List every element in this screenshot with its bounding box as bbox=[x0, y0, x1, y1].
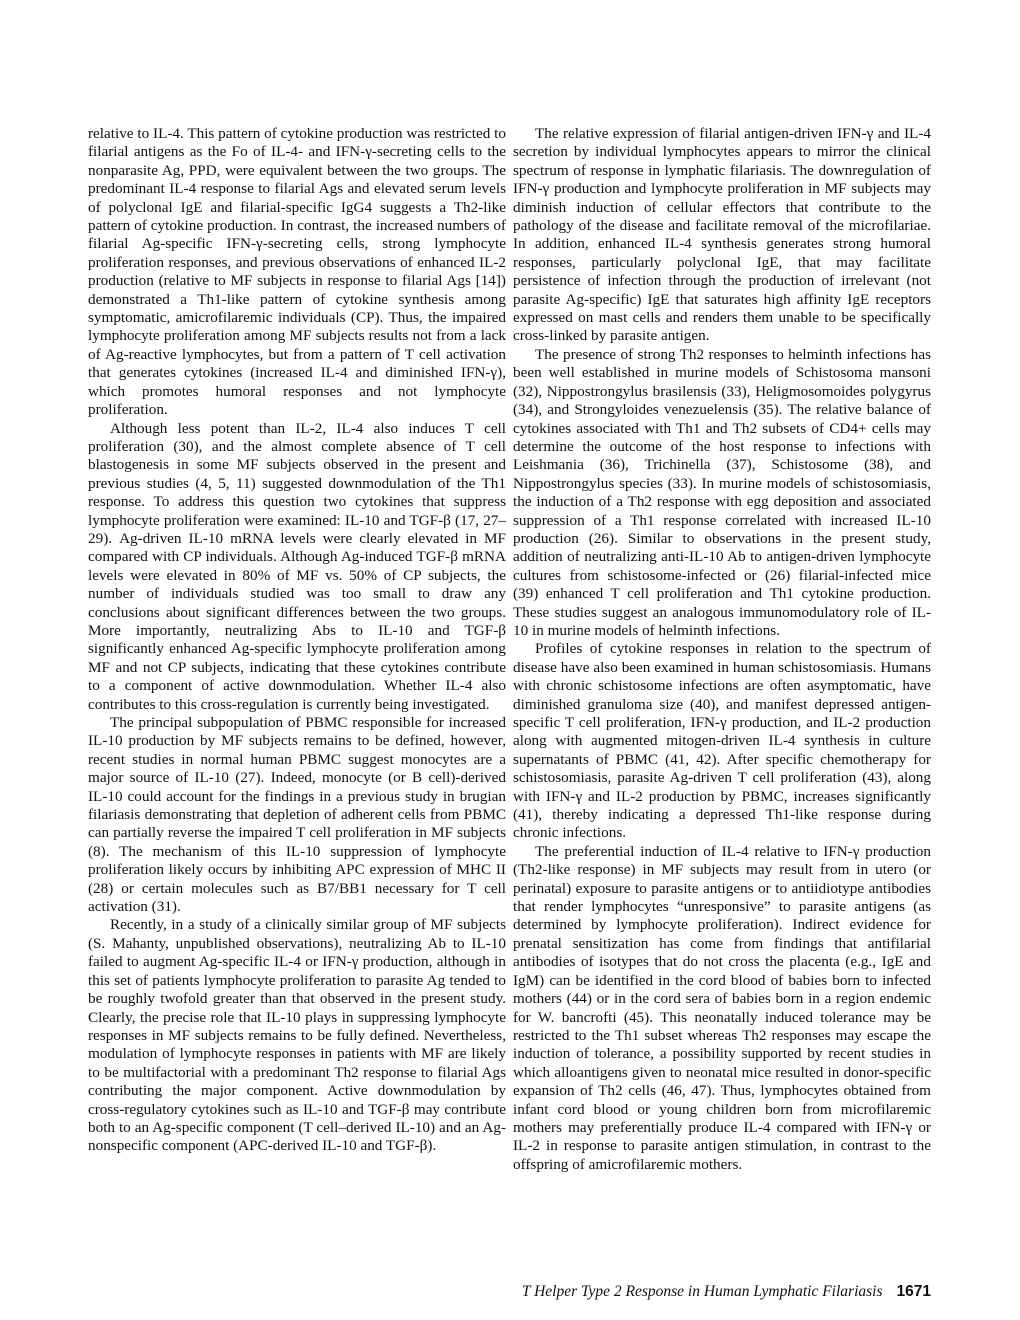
paragraph: relative to IL-4. This pattern of cytokine production was restricted to filarial antigens as the Fo of IL-4- and IFN-γ-secreting cells to the nonparasite Ag, PPD, were equivalent between the two groups. The predominant IL-4 response to filarial Ags and elevated serum levels of polyclonal IgE and filarial-specific IgG4 suggests a Th2-like pattern of cytokine production. In contrast, the increased numbers of filarial Ag-specific IFN-γ-secreting cells, strong lymphocyte proliferation responses, and previous observations of enhanced IL-2 production (relative to MF subjects in response to filarial Ags [14]) demonstrated a Th1-like pattern of cytokine synthesis among symptomatic, amicrofilaremic individuals (CP). Thus, the impaired lymphocyte proliferation among MF subjects results not from a lack of Ag-reactive lymphocytes, but from a pattern of T cell activation that generates cytokines (increased IL-4 and diminished IFN-γ), which promotes humoral responses and not lymphocyte proliferation. bbox=[88, 125, 506, 419]
running-title: T Helper Type 2 Response in Human Lymphatic Filariasis bbox=[521, 1283, 883, 1300]
paragraph: The preferential induction of IL-4 relative to IFN-γ production (Th2-like response) in MF subjects may result from in utero (or perinatal) exposure to parasite antigens or to antiidiotype antibodies that render lymphocytes “unresponsive” to parasite antigens (as determined by lymphocyte proliferation). Indirect evidence for prenatal sensitization has come from findings that antifilarial antibodies of isotypes that do not cross the placenta (e.g., IgE and IgM) can be identified in the cord blood of babies born to infected mothers (44) or in the cord sera of babies born in a region endemic for W. bancrofti (45). This neonatally induced tolerance may be restricted to the Th1 subset whereas Th2 responses may escape the induction of tolerance, a possibility supported by recent studies in which alloantigens given to neonatal mice resulted in donor-specific expansion of Th2 cells (46, 47). Thus, lymphocytes obtained from infant cord blood or young children born from microfilaremic mothers may preferentially produce IL-4 compared with IFN-γ or IL-2 in response to parasite antigen stimulation, in contrast to the offspring of amicrofilaremic mothers. bbox=[513, 842, 931, 1173]
left-text-column bbox=[88, 125, 506, 1156]
paragraph: The principal subpopulation of PBMC responsible for increased IL-10 production by MF subjects remains to be defined, however, recent studies in normal human PBMC suggest monocytes are a major source of IL-10 (27). Indeed, monocyte (or B cell)-derived IL-10 could account for the findings in a previous study in brugian filariasis demonstrating that depletion of adherent cells from PBMC can partially reverse the impaired T cell proliferation in MF subjects (8). The mechanism of this IL-10 suppression of lymphocyte proliferation likely occurs by inhibiting APC expression of MHC II (28) or certain molecules such as B7/BB1 necessary for T cell activation (31). bbox=[88, 714, 506, 916]
paragraph: Recently, in a study of a clinically similar group of MF subjects (S. Mahanty, unpublished observations), neutralizing Ab to IL-10 failed to augment Ag-specific IL-4 or IFN-γ production, although in this set of patients lymphocyte proliferation to parasite Ag tended to be roughly twofold greater than that observed in the present study. Clearly, the precise role that IL-10 plays in suppressing lymphocyte responses in MF subjects remains to be fully defined. Nevertheless, modulation of lymphocyte responses in patients with MF are likely to be multifactorial with a predominant Th2 response to filarial Ags contributing the major component. Active downmodulation by cross-regulatory cytokines such as IL-10 and TGF-β may contribute both to an Ag-specific component (T cell–derived IL-10) and an Ag-nonspecific component (APC-derived IL-10 and TGF-β). bbox=[88, 916, 506, 1155]
paragraph: Although less potent than IL-2, IL-4 also induces T cell proliferation (30), and the almost complete absence of T cell blastogenesis in some MF subjects observed in the present and previous studies (4, 5, 11) suggested downmodulation of the Th1 response. To address this question two cytokines that suppress lymphocyte proliferation were examined: IL-10 and TGF-β (17, 27–29). Ag-driven IL-10 mRNA levels were clearly elevated in MF compared with CP individuals. Although Ag-induced TGF-β mRNA levels were elevated in 80% of MF vs. 50% of CP subjects, the number of individuals studied was too small to draw any conclusions about significant differences between the two groups. More importantly, neutralizing Abs to IL-10 and TGF-β significantly enhanced Ag-specific lymphocyte proliferation among MF and not CP subjects, indicating that these cytokines contribute to a component of active downmodulation. Whether IL-4 also contributes to this cross-regulation is currently being investigated. bbox=[88, 419, 506, 713]
right-text-column bbox=[513, 125, 931, 1174]
page-number: 1671 bbox=[896, 1283, 931, 1300]
paragraph: The relative expression of filarial antigen-driven IFN-γ and IL-4 secretion by individual lymphocytes appears to mirror the clinical spectrum of response in lymphatic filariasis. The downregulation of IFN-γ production and lymphocyte proliferation in MF subjects may diminish induction of cellular effectors that contribute to the pathology of the disease and facilitate removal of the microfilariae. In addition, enhanced IL-4 synthesis generates strong humoral responses, particularly polyclonal IgE, that may facilitate persistence of infection through the production of irrelevant (not parasite Ag-specific) IgE that saturates high affinity IgE receptors expressed on mast cells and renders them unable to be specifically cross-linked by parasite antigen. bbox=[513, 125, 931, 345]
page-footer bbox=[513, 1283, 931, 1301]
paragraph: The presence of strong Th2 responses to helminth infections has been well established in murine models of Schistosoma mansoni (32), Nippostrongylus brasilensis (33), Heligmosomoides polygyrus (34), and Strongyloides venezuelensis (35). The relative balance of cytokines associated with Th1 and Th2 subsets of CD4+ cells may determine the outcome of the host response to infections with Leishmania (36), Trichinella (37), Schistosome (38), and Nippostrongylus species (33). In murine models of schistosomiasis, the induction of a Th2 response with egg deposition and associated suppression of a Th1 response correlated with increased IL-10 production (26). Similar to observations in the present study, addition of neutralizing anti-IL-10 Ab to antigen-driven lymphocyte cultures from schistosome-infected or (26) filarial-infected mice (39) enhanced T cell proliferation and Th1 cytokine production. These studies suggest an analogous immunomodulatory role of IL-10 in murine models of helminth infections. bbox=[513, 345, 931, 639]
paragraph: Profiles of cytokine responses in relation to the spectrum of disease have also been examined in human schistosomiasis. Humans with chronic schistosome infections are often asymptomatic, have diminished granuloma size (40), and manifest depressed antigen-specific T cell proliferation, IFN-γ production, and IL-2 production along with augmented mitogen-driven IL-4 synthesis in culture supernatants of PBMC (41, 42). After specific chemotherapy for schistosomiasis, parasite Ag-driven T cell proliferation (43), along with IFN-γ and IL-2 production by PBMC, increases significantly (41), thereby indicating a depressed Th1-like response during chronic infections. bbox=[513, 640, 931, 842]
